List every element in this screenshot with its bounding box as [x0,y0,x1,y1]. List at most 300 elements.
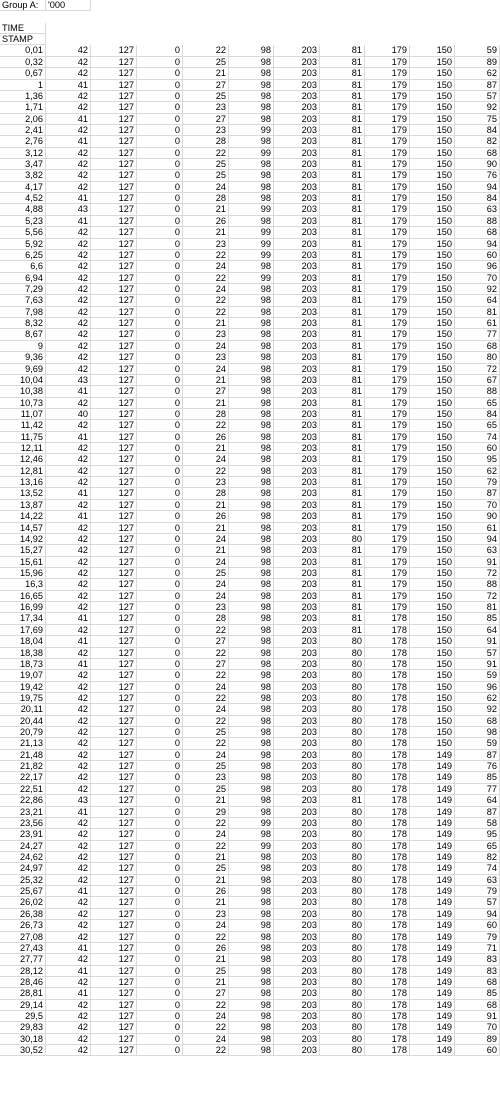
value-cell[interactable]: 41 [46,432,91,443]
value-cell[interactable]: 72 [455,568,500,579]
value-cell[interactable]: 149 [410,841,455,852]
value-cell[interactable]: 99 [229,841,274,852]
value-cell[interactable]: 43 [46,375,91,386]
value-cell[interactable]: 203 [274,682,320,693]
value-cell[interactable]: 127 [91,636,137,647]
value-cell[interactable]: 203 [274,807,320,818]
value-cell[interactable]: 127 [91,1045,137,1056]
value-cell[interactable]: 150 [410,341,455,352]
value-cell[interactable]: 98 [229,727,274,738]
value-cell[interactable]: 0 [137,591,183,602]
value-cell[interactable]: 127 [91,352,137,363]
value-cell[interactable]: 98 [229,193,274,204]
value-cell[interactable]: 0 [137,966,183,977]
value-cell[interactable]: 42 [46,352,91,363]
timestamp-cell[interactable]: 22,86 [0,795,46,806]
timestamp-cell[interactable]: 15,96 [0,568,46,579]
value-cell[interactable]: 92 [455,284,500,295]
value-cell[interactable]: 22 [183,1045,229,1056]
value-cell[interactable]: 28 [183,613,229,624]
value-cell[interactable]: 179 [365,273,410,284]
value-cell[interactable]: 179 [365,375,410,386]
value-cell[interactable]: 80 [320,693,365,704]
value-cell[interactable]: 42 [46,1034,91,1045]
value-cell[interactable]: 203 [274,1022,320,1033]
value-cell[interactable]: 179 [365,579,410,590]
value-cell[interactable]: 42 [46,273,91,284]
value-cell[interactable]: 80 [320,682,365,693]
value-cell[interactable]: 127 [91,1034,137,1045]
value-cell[interactable]: 179 [365,420,410,431]
value-cell[interactable]: 65 [455,398,500,409]
value-cell[interactable]: 81 [320,170,365,181]
value-cell[interactable]: 81 [320,295,365,306]
value-cell[interactable]: 81 [320,341,365,352]
timestamp-cell[interactable]: 7,29 [0,284,46,295]
value-cell[interactable]: 81 [320,307,365,318]
value-cell[interactable]: 178 [365,1045,410,1056]
value-cell[interactable]: 203 [274,500,320,511]
value-cell[interactable]: 28 [183,193,229,204]
value-cell[interactable]: 150 [410,625,455,636]
value-cell[interactable]: 203 [274,318,320,329]
value-cell[interactable]: 127 [91,477,137,488]
value-cell[interactable]: 127 [91,136,137,147]
value-cell[interactable]: 127 [91,239,137,250]
value-cell[interactable]: 178 [365,863,410,874]
value-cell[interactable]: 80 [320,636,365,647]
value-cell[interactable]: 98 [229,602,274,613]
value-cell[interactable]: 42 [46,227,91,238]
value-cell[interactable]: 22 [183,1022,229,1033]
value-cell[interactable]: 42 [46,454,91,465]
value-cell[interactable]: 87 [455,750,500,761]
value-cell[interactable]: 42 [46,125,91,136]
value-cell[interactable]: 127 [91,125,137,136]
value-cell[interactable]: 81 [320,454,365,465]
timestamp-cell[interactable]: 11,42 [0,420,46,431]
value-cell[interactable]: 74 [455,863,500,874]
value-cell[interactable]: 81 [320,45,365,56]
value-cell[interactable]: 179 [365,182,410,193]
value-cell[interactable]: 25 [183,170,229,181]
value-cell[interactable]: 21 [183,954,229,965]
value-cell[interactable]: 203 [274,466,320,477]
value-cell[interactable]: 98 [229,863,274,874]
value-cell[interactable]: 99 [229,125,274,136]
value-cell[interactable]: 127 [91,738,137,749]
value-cell[interactable]: 81 [320,250,365,261]
value-cell[interactable]: 65 [455,420,500,431]
value-cell[interactable]: 24 [183,920,229,931]
value-cell[interactable]: 42 [46,261,91,272]
value-cell[interactable]: 149 [410,966,455,977]
value-cell[interactable]: 24 [183,534,229,545]
value-cell[interactable]: 203 [274,795,320,806]
value-cell[interactable]: 179 [365,488,410,499]
value-cell[interactable]: 127 [91,454,137,465]
value-cell[interactable]: 42 [46,1045,91,1056]
value-cell[interactable]: 0 [137,409,183,420]
value-cell[interactable]: 80 [320,932,365,943]
value-cell[interactable]: 81 [320,545,365,556]
value-cell[interactable]: 0 [137,716,183,727]
value-cell[interactable]: 179 [365,261,410,272]
value-cell[interactable]: 0 [137,636,183,647]
value-cell[interactable]: 81 [320,398,365,409]
value-cell[interactable]: 23 [183,102,229,113]
value-cell[interactable]: 203 [274,602,320,613]
value-cell[interactable]: 0 [137,807,183,818]
value-cell[interactable]: 42 [46,716,91,727]
value-cell[interactable]: 150 [410,80,455,91]
value-cell[interactable]: 81 [455,307,500,318]
value-cell[interactable]: 203 [274,954,320,965]
value-cell[interactable]: 98 [229,500,274,511]
timestamp-cell[interactable]: 2,76 [0,136,46,147]
timestamp-cell[interactable]: 23,21 [0,807,46,818]
value-cell[interactable]: 98 [229,159,274,170]
value-cell[interactable]: 203 [274,125,320,136]
value-cell[interactable]: 98 [229,318,274,329]
value-cell[interactable]: 150 [410,261,455,272]
value-cell[interactable]: 28 [183,409,229,420]
value-cell[interactable]: 98 [229,136,274,147]
value-cell[interactable]: 40 [46,409,91,420]
value-cell[interactable]: 150 [410,45,455,56]
value-cell[interactable]: 43 [46,795,91,806]
value-cell[interactable]: 179 [365,318,410,329]
value-cell[interactable]: 25 [183,91,229,102]
value-cell[interactable]: 59 [455,45,500,56]
value-cell[interactable]: 98 [229,829,274,840]
value-cell[interactable]: 203 [274,670,320,681]
value-cell[interactable]: 127 [91,488,137,499]
value-cell[interactable]: 98 [229,466,274,477]
value-cell[interactable]: 179 [365,102,410,113]
value-cell[interactable]: 127 [91,613,137,624]
value-cell[interactable]: 179 [365,341,410,352]
value-cell[interactable]: 21 [183,523,229,534]
value-cell[interactable]: 80 [320,909,365,920]
timestamp-cell[interactable]: 16,65 [0,591,46,602]
value-cell[interactable]: 42 [46,693,91,704]
value-cell[interactable]: 80 [320,807,365,818]
value-cell[interactable]: 0 [137,432,183,443]
value-cell[interactable]: 0 [137,852,183,863]
value-cell[interactable]: 150 [410,477,455,488]
value-cell[interactable]: 98 [229,852,274,863]
value-cell[interactable]: 179 [365,114,410,125]
value-cell[interactable]: 178 [365,897,410,908]
timestamp-cell[interactable]: 12,81 [0,466,46,477]
value-cell[interactable]: 42 [46,727,91,738]
value-cell[interactable]: 127 [91,114,137,125]
value-cell[interactable]: 98 [229,966,274,977]
value-cell[interactable]: 150 [410,579,455,590]
value-cell[interactable]: 203 [274,568,320,579]
value-cell[interactable]: 178 [365,716,410,727]
value-cell[interactable]: 21 [183,795,229,806]
value-cell[interactable]: 61 [455,523,500,534]
value-cell[interactable]: 80 [320,727,365,738]
value-cell[interactable]: 81 [320,216,365,227]
value-cell[interactable]: 203 [274,398,320,409]
value-cell[interactable]: 127 [91,295,137,306]
value-cell[interactable]: 42 [46,295,91,306]
value-cell[interactable]: 178 [365,704,410,715]
value-cell[interactable]: 127 [91,648,137,659]
value-cell[interactable]: 179 [365,68,410,79]
value-cell[interactable]: 178 [365,943,410,954]
value-cell[interactable]: 127 [91,398,137,409]
value-cell[interactable]: 179 [365,159,410,170]
timestamp-cell[interactable]: 6,6 [0,261,46,272]
value-cell[interactable]: 41 [46,886,91,897]
value-cell[interactable]: 0 [137,932,183,943]
value-cell[interactable]: 0 [137,284,183,295]
value-cell[interactable]: 203 [274,1000,320,1011]
value-cell[interactable]: 0 [137,875,183,886]
value-cell[interactable]: 178 [365,693,410,704]
value-cell[interactable]: 150 [410,398,455,409]
value-cell[interactable]: 178 [365,909,410,920]
value-cell[interactable]: 0 [137,420,183,431]
value-cell[interactable]: 178 [365,841,410,852]
timestamp-cell[interactable]: 30,18 [0,1034,46,1045]
timestamp-cell[interactable]: 3,82 [0,170,46,181]
value-cell[interactable]: 0 [137,443,183,454]
value-cell[interactable]: 203 [274,636,320,647]
value-cell[interactable]: 0 [137,579,183,590]
value-cell[interactable]: 42 [46,329,91,340]
value-cell[interactable]: 87 [455,80,500,91]
timestamp-cell[interactable]: 5,56 [0,227,46,238]
value-cell[interactable]: 88 [455,216,500,227]
value-cell[interactable]: 41 [46,488,91,499]
value-cell[interactable]: 98 [229,182,274,193]
value-cell[interactable]: 81 [320,795,365,806]
value-cell[interactable]: 127 [91,57,137,68]
timestamp-cell[interactable]: 28,12 [0,966,46,977]
value-cell[interactable]: 178 [365,772,410,783]
value-cell[interactable]: 127 [91,102,137,113]
value-cell[interactable]: 203 [274,738,320,749]
value-cell[interactable]: 179 [365,511,410,522]
value-cell[interactable]: 98 [229,659,274,670]
timestamp-cell[interactable]: 9,36 [0,352,46,363]
value-cell[interactable]: 98 [229,954,274,965]
value-cell[interactable]: 42 [46,102,91,113]
value-cell[interactable]: 127 [91,466,137,477]
value-cell[interactable]: 203 [274,1045,320,1056]
value-cell[interactable]: 127 [91,863,137,874]
value-cell[interactable]: 24 [183,1011,229,1022]
value-cell[interactable]: 203 [274,863,320,874]
value-cell[interactable]: 23 [183,352,229,363]
timestamp-cell[interactable]: 22,17 [0,772,46,783]
value-cell[interactable]: 0 [137,1045,183,1056]
value-cell[interactable]: 203 [274,261,320,272]
value-cell[interactable]: 98 [229,772,274,783]
value-cell[interactable]: 42 [46,466,91,477]
value-cell[interactable]: 203 [274,909,320,920]
value-cell[interactable]: 98 [229,409,274,420]
value-cell[interactable]: 179 [365,204,410,215]
value-cell[interactable]: 127 [91,693,137,704]
value-cell[interactable]: 203 [274,977,320,988]
value-cell[interactable]: 179 [365,602,410,613]
value-cell[interactable]: 179 [365,398,410,409]
value-cell[interactable]: 42 [46,579,91,590]
value-cell[interactable]: 178 [365,784,410,795]
value-cell[interactable]: 67 [455,375,500,386]
value-cell[interactable]: 203 [274,1011,320,1022]
value-cell[interactable]: 98 [229,648,274,659]
value-cell[interactable]: 150 [410,613,455,624]
value-cell[interactable]: 127 [91,273,137,284]
value-cell[interactable]: 179 [365,409,410,420]
value-cell[interactable]: 81 [320,557,365,568]
value-cell[interactable]: 21 [183,977,229,988]
value-cell[interactable]: 42 [46,57,91,68]
value-cell[interactable]: 21 [183,398,229,409]
value-cell[interactable]: 91 [455,557,500,568]
value-cell[interactable]: 0 [137,738,183,749]
value-cell[interactable]: 178 [365,1000,410,1011]
value-cell[interactable]: 60 [455,443,500,454]
value-cell[interactable]: 150 [410,432,455,443]
value-cell[interactable]: 0 [137,761,183,772]
value-cell[interactable]: 81 [320,284,365,295]
value-cell[interactable]: 80 [320,659,365,670]
timestamp-cell[interactable]: 0,67 [0,68,46,79]
value-cell[interactable]: 98 [229,523,274,534]
value-cell[interactable]: 127 [91,534,137,545]
value-cell[interactable]: 0 [137,193,183,204]
value-cell[interactable]: 84 [455,125,500,136]
value-cell[interactable]: 150 [410,443,455,454]
value-cell[interactable]: 0 [137,477,183,488]
value-cell[interactable]: 127 [91,920,137,931]
value-cell[interactable]: 0 [137,943,183,954]
value-cell[interactable]: 96 [455,261,500,272]
value-cell[interactable]: 149 [410,772,455,783]
value-cell[interactable]: 178 [365,613,410,624]
value-cell[interactable]: 98 [229,534,274,545]
timestamp-cell[interactable]: 19,75 [0,693,46,704]
timestamp-cell[interactable]: 12,11 [0,443,46,454]
timestamp-cell[interactable]: 4,88 [0,204,46,215]
value-cell[interactable]: 0 [137,91,183,102]
value-cell[interactable]: 81 [320,511,365,522]
value-cell[interactable]: 42 [46,784,91,795]
value-cell[interactable]: 0 [137,307,183,318]
value-cell[interactable]: 28 [183,136,229,147]
value-cell[interactable]: 0 [137,352,183,363]
value-cell[interactable]: 203 [274,579,320,590]
value-cell[interactable]: 63 [455,204,500,215]
value-cell[interactable]: 98 [229,307,274,318]
value-cell[interactable]: 127 [91,761,137,772]
value-cell[interactable]: 178 [365,977,410,988]
value-cell[interactable]: 203 [274,352,320,363]
value-cell[interactable]: 98 [229,909,274,920]
value-cell[interactable]: 22 [183,648,229,659]
value-cell[interactable]: 179 [365,91,410,102]
value-cell[interactable]: 98 [229,613,274,624]
value-cell[interactable]: 150 [410,318,455,329]
timestamp-cell[interactable]: 7,63 [0,295,46,306]
value-cell[interactable]: 42 [46,909,91,920]
value-cell[interactable]: 98 [229,795,274,806]
value-cell[interactable]: 25 [183,568,229,579]
value-cell[interactable]: 21 [183,852,229,863]
value-cell[interactable]: 72 [455,364,500,375]
value-cell[interactable]: 150 [410,136,455,147]
value-cell[interactable]: 59 [455,670,500,681]
value-cell[interactable]: 0 [137,57,183,68]
timestamp-cell[interactable]: 23,56 [0,818,46,829]
value-cell[interactable]: 22 [183,250,229,261]
value-cell[interactable]: 76 [455,761,500,772]
value-cell[interactable]: 127 [91,216,137,227]
value-cell[interactable]: 150 [410,227,455,238]
value-cell[interactable]: 127 [91,1000,137,1011]
value-cell[interactable]: 178 [365,1011,410,1022]
value-cell[interactable]: 127 [91,704,137,715]
value-cell[interactable]: 68 [455,341,500,352]
value-cell[interactable]: 179 [365,591,410,602]
value-cell[interactable]: 42 [46,932,91,943]
value-cell[interactable]: 42 [46,1011,91,1022]
value-cell[interactable]: 42 [46,602,91,613]
value-cell[interactable]: 42 [46,954,91,965]
value-cell[interactable]: 81 [320,523,365,534]
value-cell[interactable]: 81 [320,375,365,386]
value-cell[interactable]: 0 [137,466,183,477]
value-cell[interactable]: 179 [365,454,410,465]
value-cell[interactable]: 27 [183,659,229,670]
value-cell[interactable]: 68 [455,148,500,159]
value-cell[interactable]: 64 [455,295,500,306]
value-cell[interactable]: 150 [410,568,455,579]
value-cell[interactable]: 85 [455,988,500,999]
value-cell[interactable]: 80 [320,1000,365,1011]
value-cell[interactable]: 22 [183,420,229,431]
value-cell[interactable]: 57 [455,897,500,908]
value-cell[interactable]: 203 [274,432,320,443]
value-cell[interactable]: 203 [274,875,320,886]
value-cell[interactable]: 23 [183,329,229,340]
value-cell[interactable]: 22 [183,45,229,56]
value-cell[interactable]: 203 [274,295,320,306]
value-cell[interactable]: 98 [229,364,274,375]
value-cell[interactable]: 150 [410,738,455,749]
value-cell[interactable]: 80 [320,1045,365,1056]
value-cell[interactable]: 22 [183,932,229,943]
value-cell[interactable]: 127 [91,1011,137,1022]
value-cell[interactable]: 98 [229,897,274,908]
value-cell[interactable]: 98 [229,875,274,886]
value-cell[interactable]: 68 [455,227,500,238]
value-cell[interactable]: 0 [137,261,183,272]
value-cell[interactable]: 127 [91,261,137,272]
value-cell[interactable]: 61 [455,318,500,329]
value-cell[interactable]: 22 [183,148,229,159]
value-cell[interactable]: 22 [183,716,229,727]
value-cell[interactable]: 42 [46,170,91,181]
